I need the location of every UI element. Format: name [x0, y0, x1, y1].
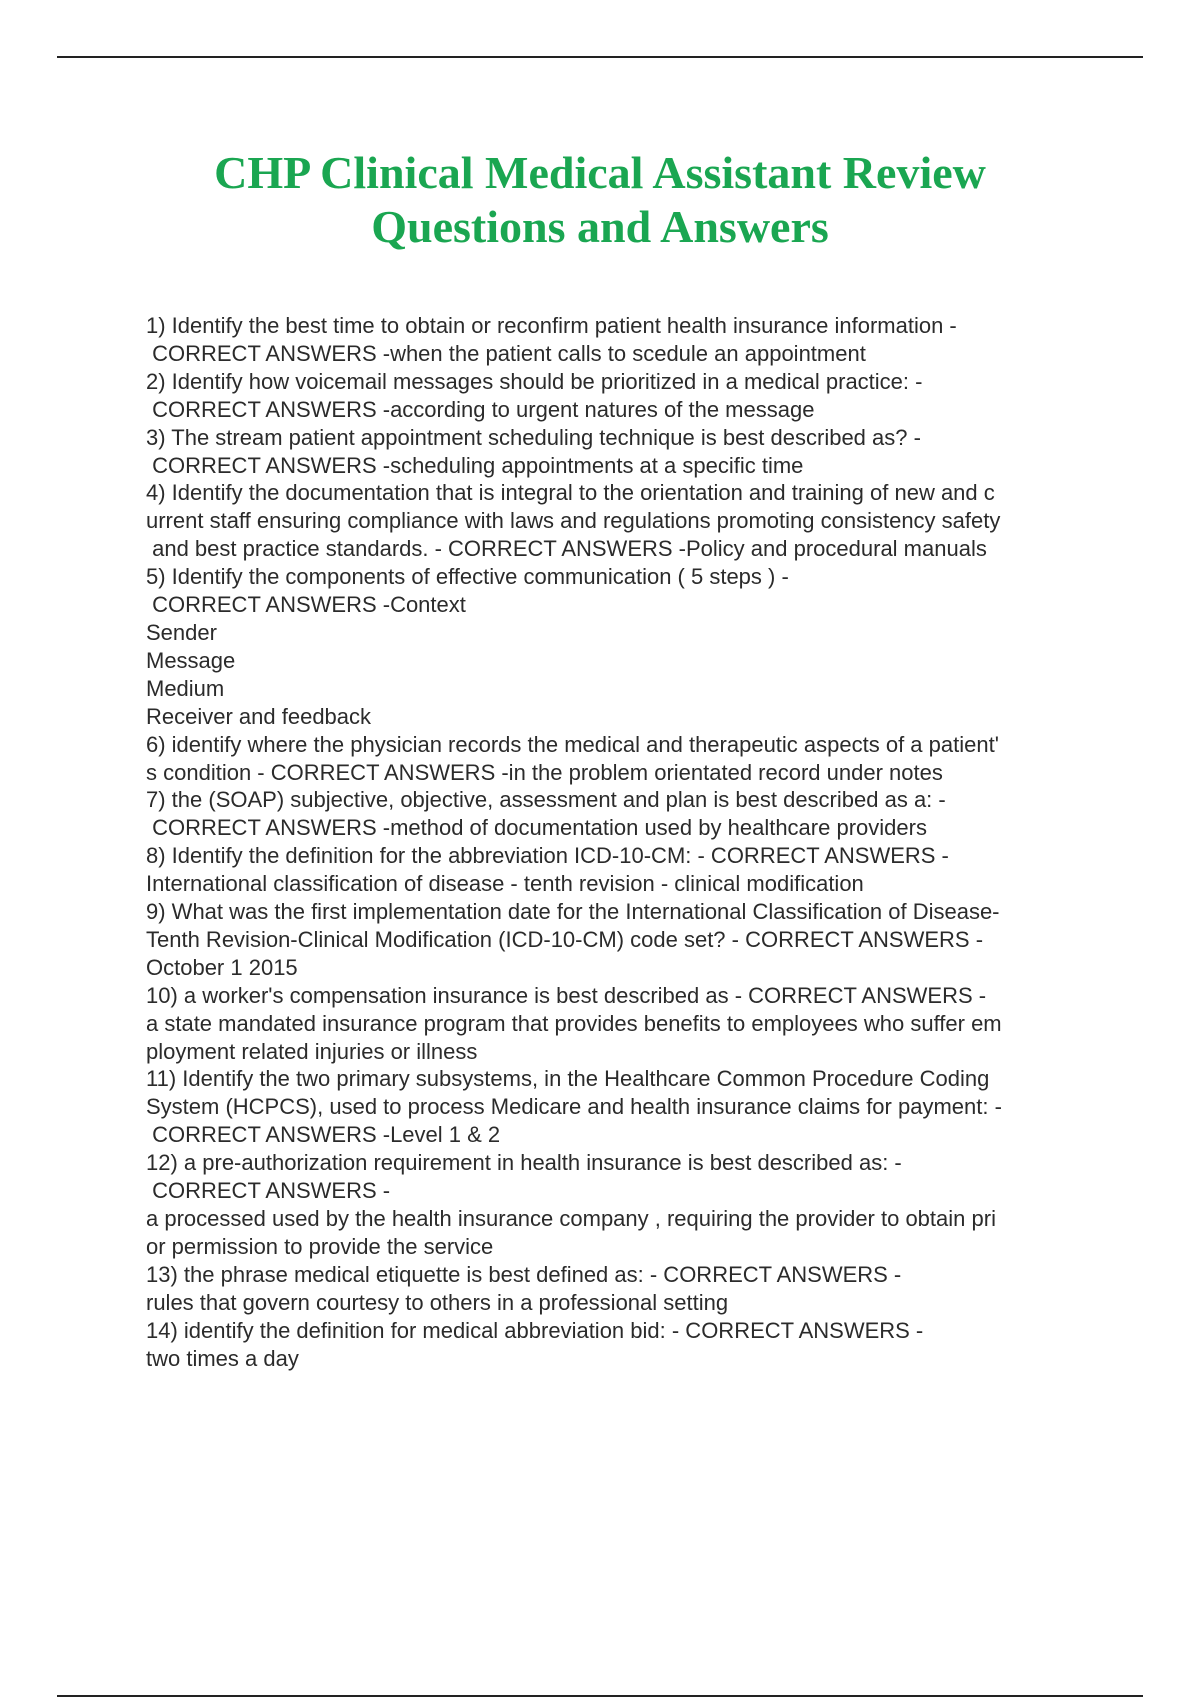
- text-line: CORRECT ANSWERS -Level 1 & 2: [146, 1122, 501, 1148]
- text-line: 1) Identify the best time to obtain or reconfirm patient health insurance information -: [146, 313, 957, 338]
- text-line: CORRECT ANSWERS -method of documentation used by healthcare providers: [146, 815, 927, 841]
- text-line: 8) Identify the definition for the abbreviation ICD-10-CM: - CORRECT ANSWERS -: [146, 843, 949, 869]
- text-line: CORRECT ANSWERS -according to urgent natures of the message: [146, 396, 815, 422]
- text-line: 7) the (SOAP) subjective, objective, assessment and plan is best described as a: -: [146, 787, 946, 813]
- text-line: 11) Identify the two primary subsystems, in the Healthcare Common Procedure Coding: [146, 1066, 990, 1092]
- text-line: rules that govern courtesy to others in a professional setting: [146, 1289, 729, 1315]
- document-title: [0, 146, 1200, 254]
- qa-body: [146, 312, 1146, 1372]
- text-line: 3) The stream patient appointment scheduling technique is best described as? -: [146, 424, 921, 450]
- text-line: 2) Identify how voicemail messages should be prioritized in a medical practice: -: [146, 368, 923, 394]
- text-line: a processed used by the health insurance company , requiring the provider to obtain pri: [146, 1206, 996, 1231]
- text-line: or permission to provide the service: [146, 1233, 494, 1259]
- text-line: Sender: [146, 619, 217, 645]
- title-line-2: Questions and Answers: [371, 201, 829, 252]
- text-line: a state mandated insurance program that provides benefits to employees who suffer em: [146, 1010, 1002, 1036]
- top-rule: [57, 56, 1143, 58]
- text-line: s condition - CORRECT ANSWERS -in the problem orientated record under notes: [146, 759, 943, 785]
- text-line: October 1 2015: [146, 954, 298, 980]
- text-line: CORRECT ANSWERS -Context: [146, 592, 466, 618]
- text-line: 5) Identify the components of effective communication ( 5 steps ) -: [146, 564, 789, 590]
- bottom-rule: [57, 1695, 1143, 1697]
- text-line: CORRECT ANSWERS -scheduling appointments at a specific time: [146, 452, 804, 478]
- text-line: Receiver and feedback: [146, 703, 372, 729]
- text-line: Medium: [146, 675, 225, 701]
- text-line: System (HCPCS), used to process Medicare and health insurance claims for payment: -: [146, 1094, 1002, 1120]
- text-line: ployment related injuries or illness: [146, 1038, 478, 1064]
- text-line: 4) Identify the documentation that is integral to the orientation and training of new and c: [146, 480, 995, 506]
- text-line: 14) identify the definition for medical abbreviation bid: - CORRECT ANSWERS -: [146, 1317, 924, 1343]
- text-line: Tenth Revision-Clinical Modification (ICD-10-CM) code set? - CORRECT ANSWERS -: [146, 926, 984, 952]
- text-line: urrent staff ensuring compliance with laws and regulations promoting consistency safety: [146, 508, 1001, 534]
- text-line: 10) a worker's compensation insurance is best described as - CORRECT ANSWERS -: [146, 982, 987, 1008]
- text-line: 9) What was the first implementation date for the International Classification of Disease-: [146, 899, 1000, 925]
- text-line: Message: [146, 647, 236, 673]
- text-line: International classification of disease - tenth revision - clinical modification: [146, 871, 864, 897]
- text-line: CORRECT ANSWERS -: [146, 1178, 391, 1204]
- text-line: 12) a pre-authorization requirement in health insurance is best described as: -: [146, 1150, 902, 1176]
- title-line-1: CHP Clinical Medical Assistant Review: [214, 147, 986, 198]
- text-line: CORRECT ANSWERS -when the patient calls to scedule an appointment: [146, 340, 866, 366]
- text-line: 6) identify where the physician records the medical and therapeutic aspects of a patient': [146, 731, 999, 757]
- text-line: 13) the phrase medical etiquette is best defined as: - CORRECT ANSWERS -: [146, 1261, 902, 1287]
- text-line: and best practice standards. - CORRECT ANSWERS -Policy and procedural manuals: [146, 536, 987, 562]
- text-line: two times a day: [146, 1345, 299, 1371]
